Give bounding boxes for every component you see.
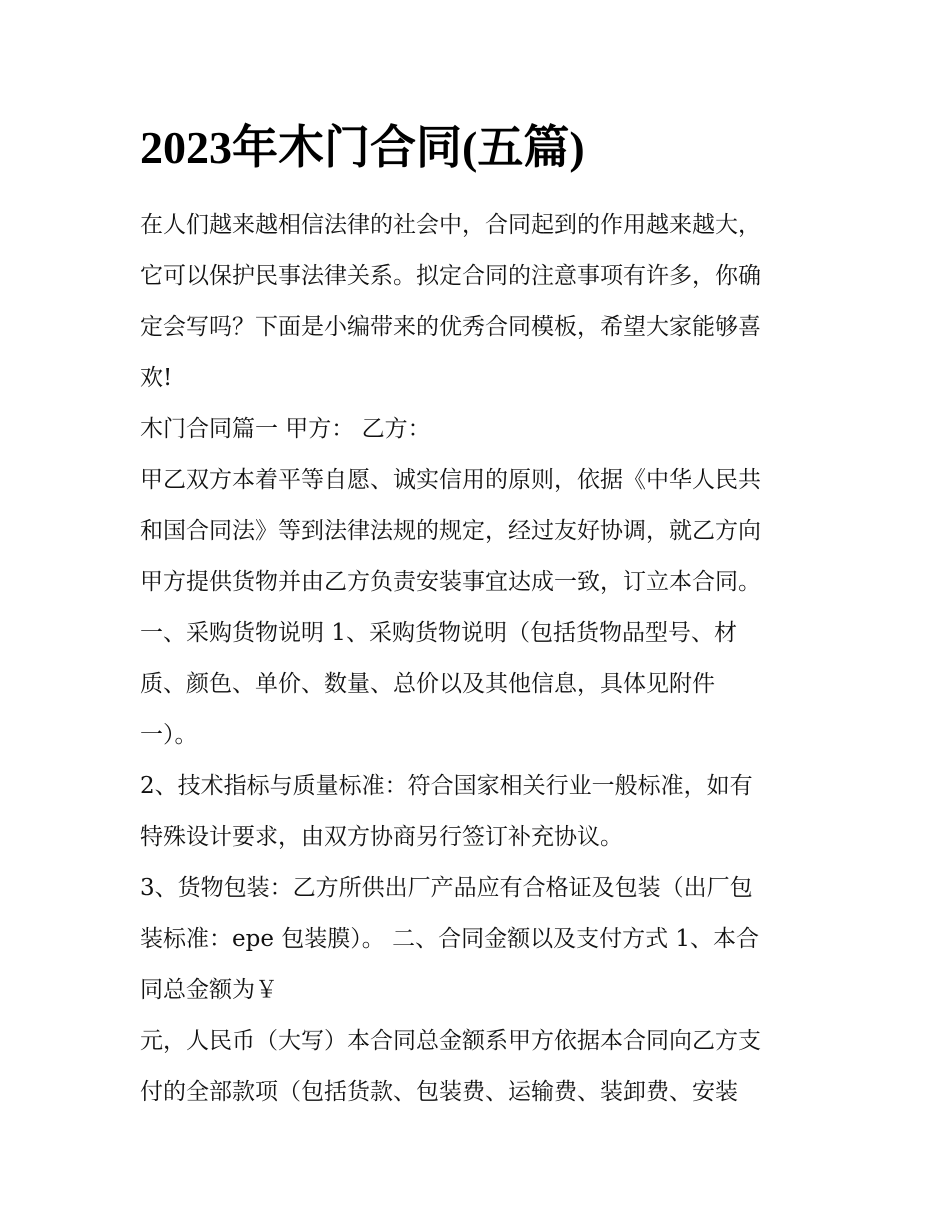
- body-line: 甲方提供货物并由乙方负责安装事宜达成一致，订立本合同。: [140, 569, 761, 595]
- body-line: 特殊设计要求，由双方协商另行签订补充协议。: [140, 824, 623, 850]
- body-line: 质、颜色、单价、数量、总价以及其他信息，具体见附件: [140, 671, 715, 697]
- body-line: 定会写吗？下面是小编带来的优秀合同模板，希望大家能够喜: [140, 314, 761, 340]
- body-line: 欢!: [140, 365, 173, 391]
- body-line: 付的全部款项（包括货款、包装费、运输费、装卸费、安装: [140, 1079, 738, 1105]
- document-title: 2023年木门合同(五篇): [140, 122, 585, 173]
- body-line: 元，人民币（大写）本合同总金额系甲方依据本合同向乙方支: [140, 1028, 761, 1054]
- body-line: 在人们越来越相信法律的社会中，合同起到的作用越来越大，: [140, 212, 761, 238]
- body-line: 甲乙双方本着平等自愿、诚实信用的原则，依据《中华人民共: [140, 467, 761, 493]
- document-body: [140, 200, 820, 1118]
- body-line: 同总金额为￥: [140, 977, 278, 1003]
- body-line: 2、技术指标与质量标准：符合国家相关行业一般标准，如有: [140, 773, 753, 799]
- body-line: 和国合同法》等到法律法规的规定，经过友好协调，就乙方向: [140, 518, 761, 544]
- section-heading: 木门合同篇一 甲方： 乙方：: [140, 416, 431, 442]
- body-line: 一）。: [140, 722, 198, 748]
- body-line: 一、采购货物说明 1、采购货物说明（包括货物品型号、材: [140, 620, 737, 646]
- body-line: 它可以保护民事法律关系。拟定合同的注意事项有许多，你确: [140, 263, 761, 289]
- body-line: 装标准：epe 包装膜）。 二、合同金额以及支付方式 1、本合: [140, 926, 760, 952]
- body-line: 3、货物包装：乙方所供出厂产品应有合格证及包装（出厂包: [140, 875, 753, 901]
